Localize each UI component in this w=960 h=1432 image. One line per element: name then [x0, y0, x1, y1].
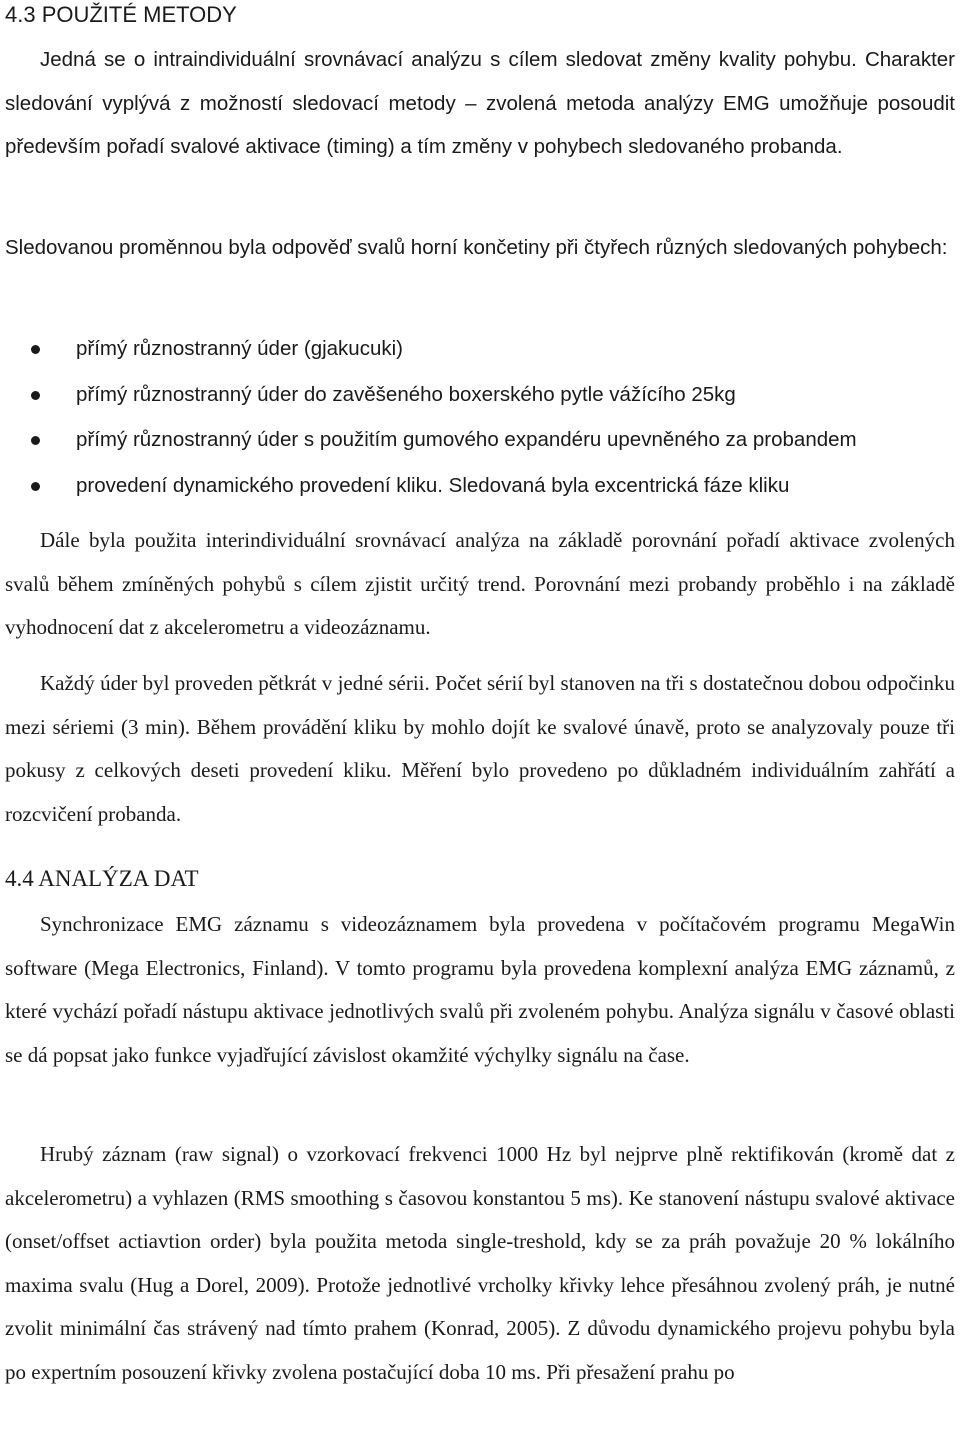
list-item-text: přímý různostranný úder do zavěšeného boxerského pytle vážícího 25kg	[76, 382, 736, 406]
bullet-icon	[31, 482, 40, 491]
section-heading-4-4: 4.4 ANALÝZA DAT	[5, 866, 199, 891]
movement-list	[5, 326, 955, 508]
series-paragraph: Každý úder byl proveden pětkrát v jedné sérii. Počet sérií byl stanoven na tři s dostatečnou dobou odpočinku mezi sériemi (3 min). Během provádění kliku by mohlo dojít ke svalové únavě, proto se analyzovaly pouze tři pokusy z celkových deseti provedení kliku. Měření bylo provedeno po důkladném individuálním zahřátí a rozcvičení probanda.	[5, 671, 955, 826]
raw-signal-paragraph: Hrubý záznam (raw signal) o vzorkovací frekvenci 1000 Hz byl nejprve plně rektifikován (kromě dat z akcelerometru) a vyhlazen (RMS smoothing s časovou konstantou 5 ms). Ke stanovení nástupu svalové aktivace (onset/offset actiavtion order) byla použita metoda single-treshold, kdy se za práh považuje 20 % lokálního maxima svalu (Hug a Dorel, 2009). Protože jednotlivé vrcholky křivky lehce přesáhnou zvolený práh, je nutné zvolit minimální čas strávený nad tímto prahem (Konrad, 2005). Z důvodu dynamického projevu pohybu byla po expertním posouzení křivky zvolena postačující doba 10 ms. Při přesažení prahu po	[5, 1142, 955, 1384]
list-item-tail: Sledovaná byla excentrická fáze kliku	[442, 473, 790, 497]
list-item-text: přímý různostranný úder s použitím gumového expandéru upevněného za probandem	[76, 428, 857, 451]
variable-paragraph: Sledovanou proměnnou byla odpověď svalů horní končetiny při čtyřech různých sledovaných pohybech:	[5, 236, 948, 259]
bullet-icon	[31, 436, 40, 445]
list-item	[5, 463, 955, 509]
list-item	[5, 372, 955, 418]
bullet-icon	[31, 391, 40, 400]
intro-paragraph: Jedná se o intraindividuální srovnávací analýzu s cílem sledovat změny kvality pohybu. Charakter sledování vyplývá z možností sledovací metody – zvolená metoda analýzy EMG umožňuje posoudit především pořadí svalové aktivace (timing) a tím změny v pohybech sledovaného probanda.	[5, 48, 955, 158]
list-item	[5, 417, 955, 463]
list-item-text: přímý různostranný úder (gjakucuki)	[76, 337, 403, 360]
list-item	[5, 326, 955, 372]
sync-paragraph: Synchronizace EMG záznamu s videozáznamem byla provedena v počítačovém programu MegaWin software (Mega Electronics, Finland). V tomto programu byla provedena komplexní analýza EMG záznamů, z které vychází pořadí nástupu aktivace jednotlivých svalů při zvoleném pohybu. Analýza signálu v časové oblasti se dá popsat jako funkce vyjadřující závislost okamžité výchylky signálu na čase.	[5, 912, 955, 1067]
interindividual-paragraph: Dále byla použita interindividuální srovnávací analýza na základě porovnání pořadí aktivace zvolených svalů během zmíněných pohybů s cílem zjistit určitý trend. Porovnání mezi probandy proběhlo i na základě vyhodnocení dat z akcelerometru a videozáznamu.	[5, 528, 955, 640]
section-heading-4-3: 4.3 POUŽITÉ METODY	[5, 2, 237, 27]
bullet-icon	[31, 345, 40, 354]
list-item-text: provedení dynamického provedení kliku.	[76, 473, 443, 497]
